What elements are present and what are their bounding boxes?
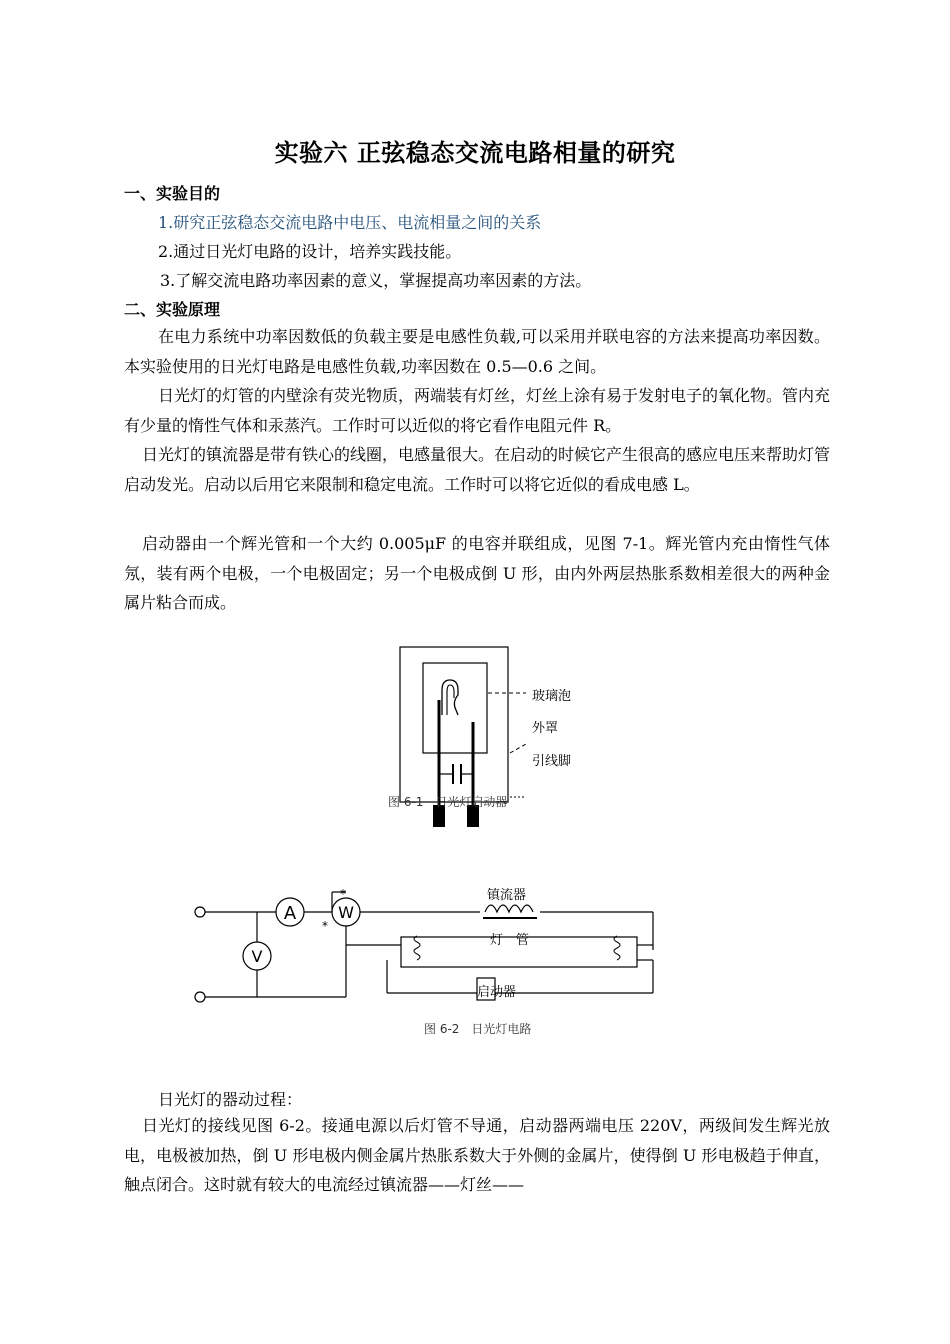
ammeter-symbol: A (283, 903, 297, 924)
figure-6-1-caption: 图 6-1 日光灯启动器 (388, 795, 508, 809)
starter-diagram (370, 640, 610, 840)
voltmeter-symbol: V (251, 947, 263, 966)
terminal-bottom (195, 992, 205, 1002)
purpose-item-2: 2.通过日光灯电路的设计，培养实践技能。 (158, 242, 462, 261)
purpose-item-1: 1.研究正弦稳态交流电路中电压、电流相量之间的关系 (158, 213, 542, 232)
ballast-coil (485, 905, 533, 912)
startup-paragraph: 日光灯的接线见图 6-2。接通电源以后灯管不导通，启动器两端电压 220V，两级间发生辉光放电，电极被加热，倒 U 形电极内侧金属片热胀系数大于外侧的金属片，使得倒 U 形电极趋于伸直，触点闭合。这时就有较大的电流经过镇流器——灯丝—— (124, 1116, 830, 1194)
principle-paragraph-1: 在电力系统中功率因数低的负载主要是电感性负载,可以采用并联电容的方法来提高功率因数。本实验使用的日光灯电路是电感性负载,功率因数在 0.5—0.6 之间。 (124, 327, 830, 376)
filament-left-icon (414, 936, 420, 960)
wattmeter-star-left: * (322, 919, 328, 933)
section-heading-principle: 二、实验原理 (124, 300, 221, 319)
label-glass-bulb: 玻璃泡 (532, 689, 572, 704)
label-ballast: 镇流器 (487, 888, 527, 903)
startup-intro: 日光灯的器动过程： (158, 1090, 303, 1109)
label-outer-cover: 外罩 (532, 721, 559, 736)
page-title: 实验六 正弦稳态交流电路相量的研究 (274, 139, 676, 167)
bimetal-strip (447, 685, 454, 715)
label-tube: 灯 管 (490, 933, 530, 948)
terminal-top (195, 907, 205, 917)
label-lead-pins: 引线脚 (532, 754, 572, 769)
wattmeter-star-top: * (340, 887, 346, 901)
wattmeter-symbol: W (338, 903, 354, 922)
section-heading-purpose: 一、实验目的 (124, 184, 221, 203)
label-starter: 启动器 (477, 985, 517, 1000)
filament-right-icon (614, 936, 620, 960)
lamp-circuit-diagram (185, 880, 665, 1010)
principle-paragraph-3: 日光灯的镇流器是带有铁心的线圈，电感量很大。在启动的时候它产生很高的感应电压来帮助灯管启动发光。启动以后用它来限制和稳定电流。工作时可以将它近似的看成电感 L。 (124, 445, 831, 494)
principle-paragraph-2: 日光灯的灯管的内壁涂有荧光物质，两端装有灯丝，灯丝上涂有易于发射电子的氧化物。管内充有少量的惰性气体和汞蒸汽。工作时可以近似的将它看作电阻元件 R。 (124, 386, 831, 435)
figure-6-2-caption: 图 6-2 日光灯电路 (424, 1022, 532, 1036)
purpose-item-3: 3.了解交流电路功率因素的意义，掌握提高功率因素的方法。 (160, 271, 592, 290)
principle-paragraph-4: 启动器由一个辉光管和一个大约 0.005μF 的电容并联组成，见图 7-1。辉光管内充由惰性气体氖，装有两个电极，一个电极固定；另一个电极成倒 U 形，由内外两层热胀系数相差很大的两种金属片粘合而成。 (124, 534, 830, 612)
